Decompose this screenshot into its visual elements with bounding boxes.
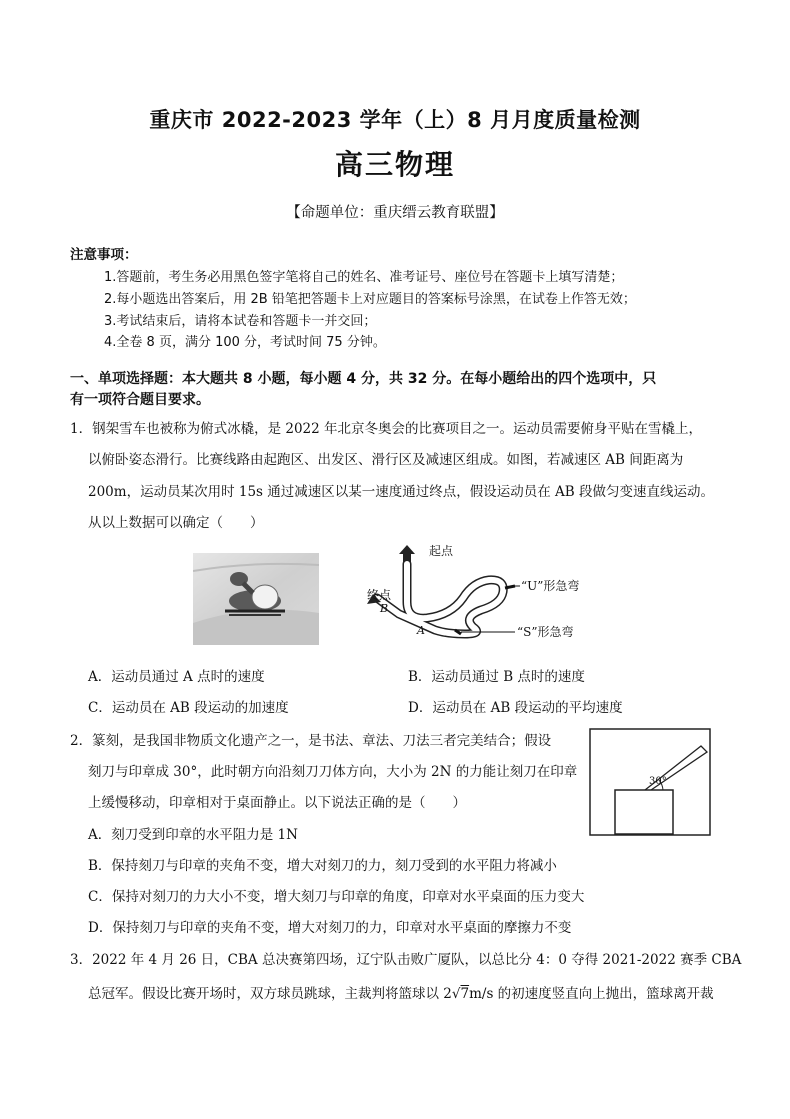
section-heading-line: 有一项符合题目要求。	[70, 392, 210, 408]
skeleton-sled-photo	[193, 553, 319, 645]
q1-option-d: D．运动员在 AB 段运动的平均速度	[408, 700, 623, 716]
question-3-line: 3．2022 年 4 月 26 日，CBA 总决赛第四场，辽宁队击败广厦队，以总比分 4：0 夺得 2021-2022 赛季 CBA	[70, 952, 742, 968]
label-s-curve: “S”形急弯	[517, 625, 574, 639]
angle-label: 30°	[649, 776, 667, 787]
notice-item: 4.全卷 8 页，满分 100 分，考试时间 75 分钟。	[104, 335, 386, 350]
q3-text-before: 总冠军。假设比赛开场时，双方球员跳球，主裁判将篮球以 2	[88, 986, 452, 1002]
carving-knife-diagram	[589, 728, 711, 836]
question-1-line: 1．钢架雪车也被称为俯式冰橇，是 2022 年北京冬奥会的比赛项目之一。运动员需要俯身平贴在雪橇上，	[70, 421, 703, 437]
question-1-line: 从以上数据可以确定（ ）	[88, 515, 264, 531]
question-3-line-2	[88, 982, 714, 1002]
author-unit: 【命题单位：重庆缙云教育联盟】	[286, 205, 504, 221]
label-end: 终点	[367, 588, 392, 602]
q2-option-a: A．刻刀受到印章的水平阻力是 1N	[88, 827, 298, 843]
q2-option-b: B．保持刻刀与印章的夹角不变，增大对刻刀的力，刻刀受到的水平阻力将减小	[88, 858, 557, 874]
track-diagram	[355, 542, 615, 652]
section-heading	[70, 369, 730, 411]
subject-title: 高三物理	[334, 148, 455, 181]
question-1-line: 200m，运动员某次用时 15s 通过减速区以某一速度通过终点，假设运动员在 AB 段做匀变速直线运动。	[88, 484, 715, 500]
notice-heading: 注意事项：	[70, 247, 138, 263]
question-2-line: 2．篆刻，是我国非物质文化遗产之一，是书法、章法、刀法三者完美结合；假设	[70, 733, 552, 749]
notice-item: 3.考试结束后，请将本试卷和答题卡一并交回；	[104, 314, 377, 329]
q2-option-d: D．保持刻刀与印章的夹角不变，增大对刻刀的力，印章对水平桌面的摩擦力不变	[88, 920, 572, 936]
notice-item: 1.答题前，考生务必用黑色签字笔将自己的姓名、准考证号、座位号在答题卡上填写清楚；	[104, 270, 624, 285]
label-point-b: B	[380, 602, 389, 615]
q2-option-c: C．保持对刻刀的力大小不变，增大刻刀与印章的角度，印章对水平桌面的压力变大	[88, 889, 585, 905]
exam-title: 重庆市 2022-2023 学年（上）8 月月度质量检测	[149, 108, 641, 132]
notice-item: 2.每小题选出答案后，用 2B 铅笔把答题卡上对应题目的答案标号涂黑，在试卷上作答无效；	[104, 292, 636, 307]
q1-option-b: B．运动员通过 B 点时的速度	[408, 669, 585, 685]
label-u-curve: “U”形急弯	[521, 579, 580, 593]
q1-option-c: C．运动员在 AB 段运动的加速度	[88, 700, 289, 716]
sqrt-sign-icon: √	[451, 986, 461, 1002]
q1-option-a: A．运动员通过 A 点时的速度	[88, 669, 265, 685]
q3-text-after: m/s 的初速度竖直向上抛出，篮球离开裁	[469, 986, 714, 1002]
label-start: 起点	[429, 544, 454, 558]
label-point-a: A	[417, 624, 425, 637]
question-1-line: 以俯卧姿态滑行。比赛线路由起跑区、出发区、滑行区及减速区组成。如图，若减速区 AB 间距离为	[88, 452, 684, 468]
q3-sqrt-value: 7	[460, 986, 470, 1002]
question-2-line: 上缓慢移动，印章相对于桌面静止。以下说法正确的是（ ）	[88, 795, 466, 811]
question-2-line: 刻刀与印章成 30°，此时朝方向沿刻刀刀体方向，大小为 2N 的力能让刻刀在印章	[88, 764, 578, 780]
section-heading-line: 一、单项选择题：本大题共 8 小题，每小题 4 分，共 32 分。在每小题给出的四个选项中，只	[70, 371, 657, 387]
